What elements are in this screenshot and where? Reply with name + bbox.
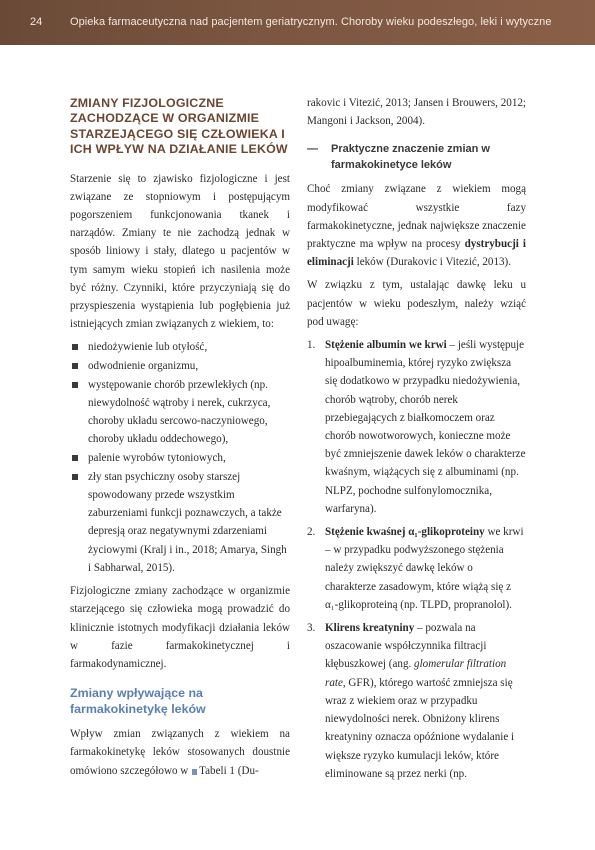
paragraph: Starzenie się to zjawisko fizjologiczne i jest związane ze stopniowym i postępującym pogorszeniem funkcjonowania tkanek i narządów. Zmiany te nie zachodzą jednak w sposób liniowy i stały, dlatego u pacjentów w tym samym wieku stopień ich nasilenia może być różny. Czynniki, które przyczyniają się do przyspieszenia wystąpienia lub pogłębienia już istniejących zmian związanych z wiekiem, to: [70, 172, 290, 331]
paragraph: Wpływ zmian związanych z wiekiem na farmakokinetykę leków stosowanych doustnie omówiono szczegółowo w Tabeli 1 (Du- [70, 728, 290, 777]
running-title: Opieka farmaceutyczna nad pacjentem geriatrycznym. Choroby wieku podeszłego, leki i wytyczne [70, 16, 552, 28]
list-item: zły stan psychiczny osoby starszej spowodowany przede wszystkim zaburzeniami funkcji poznawczych, a także depresją oraz negatywnymi zdarzeniami życiowymi (Kralj i in., 2018; Amarya, Singh i Sabharwal, 2015). [70, 468, 290, 577]
paragraph: Fizjologiczne zmiany zachodzące w organizmie starzejącego się człowieka mogą prowadzić do klinicznie istotnych modyfikacji działania leków w fazie farmakokinetycznej i farmakodynamicznej. [70, 585, 290, 670]
bullet-icon [72, 344, 78, 350]
list-item: odwodnienie organizmu, [70, 357, 290, 375]
table-reference-icon [192, 769, 197, 775]
list-item: niedożywienie lub otyłość, [70, 338, 290, 356]
dash-icon: — [307, 143, 318, 156]
bullet-icon [72, 363, 78, 369]
list-item: palenie wyrobów tytoniowych, [70, 449, 290, 467]
subsection-heading: Zmiany wpływające na farmakokinetykę leków [70, 686, 206, 717]
list-item: występowanie chorób przewlekłych (np. niewydolność wątroby i nerek, cukrzyca, choroby układu sercowo-naczyniowego, choroby układu oddechowego), [70, 376, 290, 449]
right-column [307, 94, 526, 783]
page-header [0, 0, 595, 45]
list-item: 1. Stężenie albumin we krwi – jeśli występuje hipoalbuminemia, której ryzyko zwiększa się dodatkowo w przypadku niedożywienia, chorób wątroby, chorób nerek przebiegających z białkomoczem oraz chorób nowotworowych, konieczne może być zmniejszenie dawek leków o charakterze kwaśnym, wiążących się z albuminami (np. NLPZ, pochodne sulfonylomocznika, warfaryna). [307, 339, 526, 515]
list-item: 2. Stężenie kwaśnej α₁-glikoproteiny we krwi – w przypadku podwyższonego stężenia należy zwiększyć dawkę leków o charakterze zasadowym, które wiążą się z α₁-glikoproteiną (np. TLPD, propranolol). [307, 526, 524, 611]
numbered-list [307, 336, 526, 783]
page-number: 24 [30, 16, 43, 28]
paragraph: rakovic i Vitezić, 2013; Jansen i Brouwers, 2012; Mangoni i Jackson, 2004). [307, 97, 526, 128]
bullet-icon [72, 382, 78, 388]
paragraph: W związku z tym, ustalając dawkę leku u pacjentów w wieku podeszłym, należy wziąć pod uwagę: [307, 279, 526, 328]
paragraph: Choć zmiany związane z wiekiem mogą modyfikować wszystkie fazy farmakokinetyczne, jednak największe znaczenie praktyczne ma wpływ na procesy dystrybucji i eliminacji leków (Durakovic i Vitezić, 2013). [307, 183, 526, 269]
section-heading: ZMIANY FIZJOLOGICZNE ZACHODZĄCE W ORGANIZMIE STARZEJĄCEGO SIĘ CZŁOWIEKA I ICH WPŁYW NA DZIAŁANIE LEKÓW [70, 96, 288, 157]
list-item: 3. Klirens kreatyniny – pozwala na oszacowanie współczynnika filtracji kłębuszkowej (ang. glomerular filtration rate, GFR), którego wartość zmniejsza się wraz z wiekiem oraz w przypadku niewydolności nerek. Obniżony klirens kreatyniny oznacza opóźnione wydalanie i większe ryzyko kumulacji leków, które eliminowane są przez nerki (np. [307, 622, 515, 780]
left-column [70, 96, 290, 780]
bullet-icon [72, 474, 78, 480]
bullet-icon [72, 455, 78, 461]
subsection-heading: — Praktyczne znaczenie zmian w farmakokinetyce leków [307, 143, 490, 171]
factor-list [70, 338, 290, 577]
table-reference-link[interactable]: Tabeli 1 (Du- [199, 764, 259, 777]
